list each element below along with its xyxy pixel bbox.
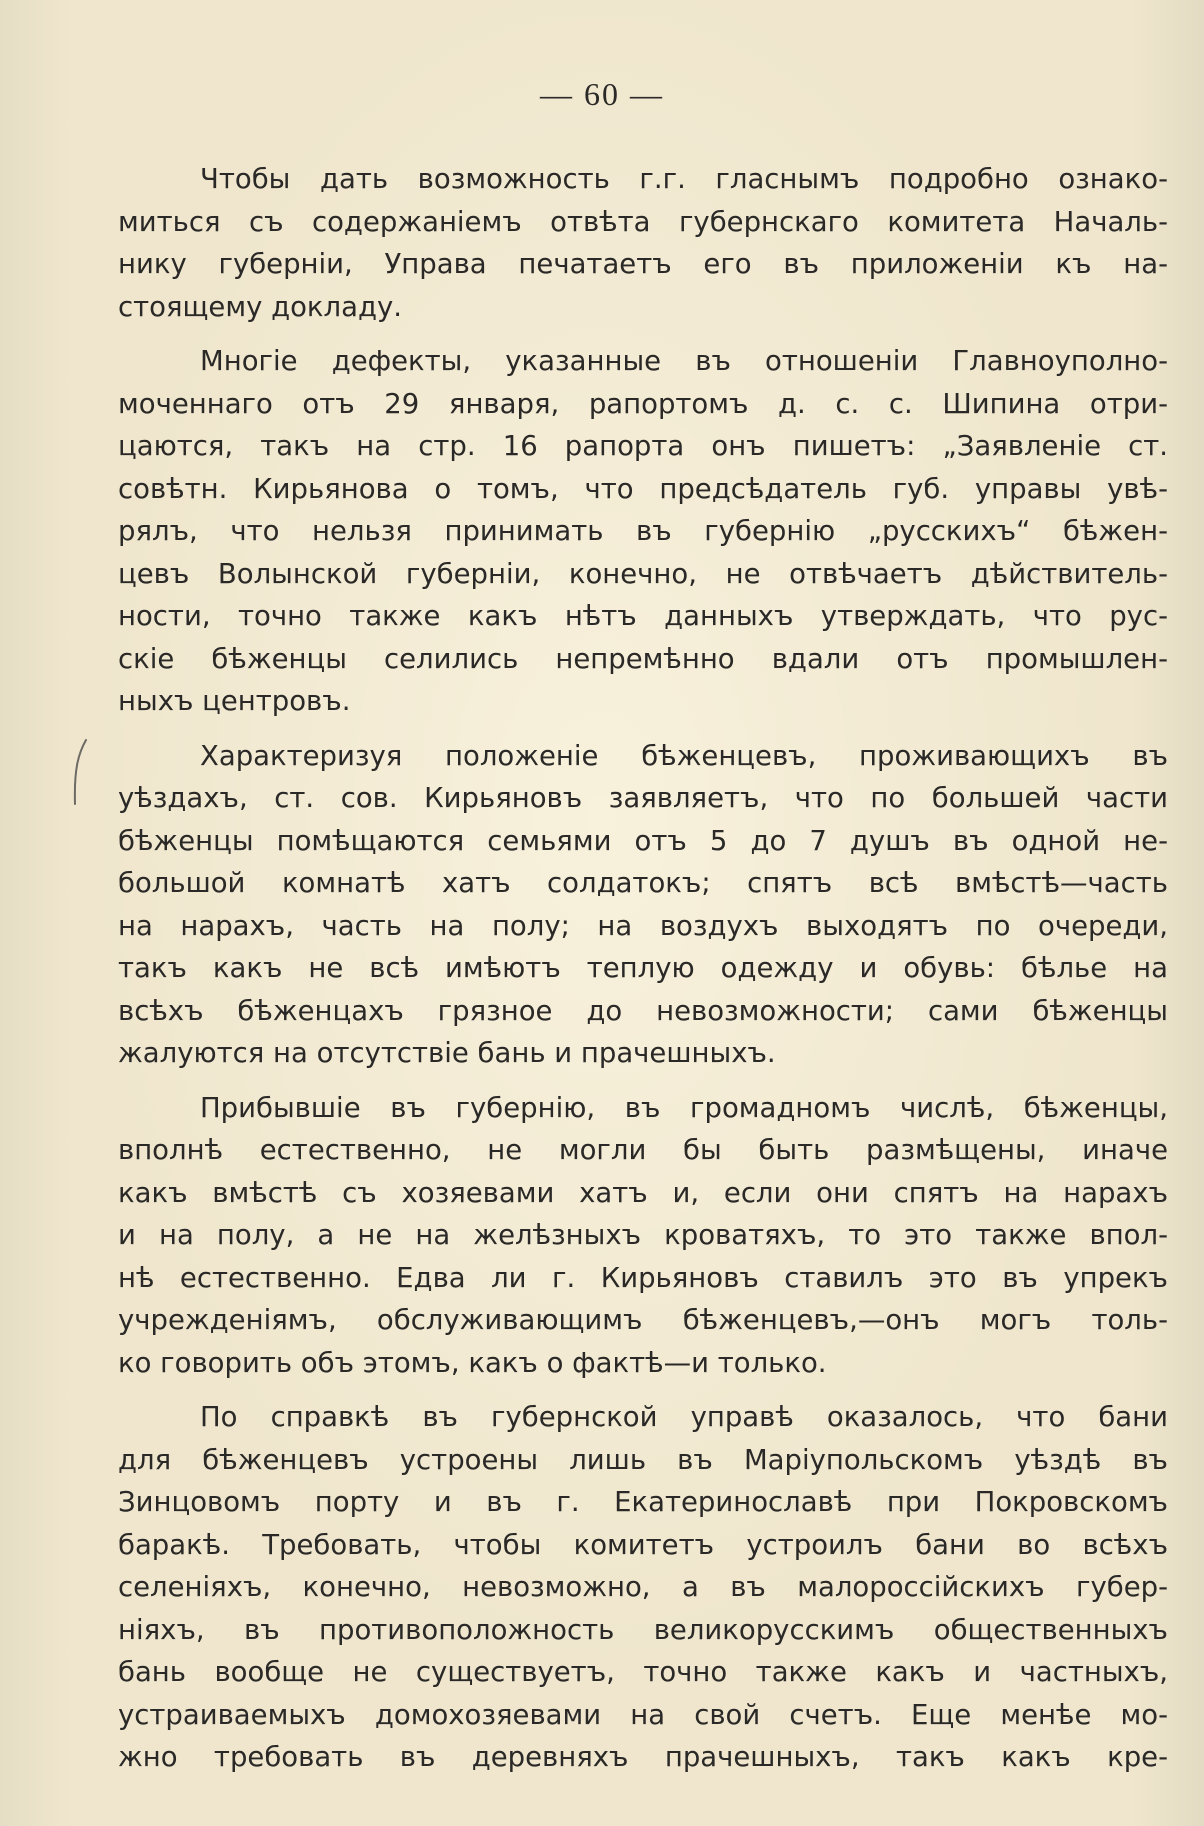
text-line: Чтобы дать возможность г.г. гласнымъ подробно ознако- (200, 163, 1168, 195)
text-line: цевъ Волынской губерніи, конечно, не отвѣчаетъ дѣйствитель- (118, 557, 1168, 590)
text-line: жно требовать въ деревняхъ прачешныхъ, такъ какъ кре- (118, 1741, 1168, 1773)
text-line: ности, точно также какъ нѣтъ данныхъ утверждать, что рус- (118, 600, 1168, 632)
text-line: нику губерніи, Управа печатаетъ его въ приложеніи къ на- (118, 248, 1168, 280)
text-line: селеніяхъ, конечно, невозможно, а въ малороссійскихъ губер- (118, 1571, 1168, 1603)
text-line: моченнаго отъ 29 января, рапортомъ д. с. с. Шипина отри- (118, 387, 1168, 420)
text-line: всѣхъ бѣженцахъ грязное до невозможности; сами бѣженцы (118, 994, 1168, 1027)
text-line: такъ какъ не всѣ имѣютъ теплую одежду и обувь: бѣлье на (118, 952, 1168, 984)
text-line: уѣздахъ, ст. сов. Кирьяновъ заявляетъ, что по большей части (118, 782, 1168, 814)
text-line: нѣ естественно. Едва ли г. Кирьяновъ ставилъ это въ упрекъ (118, 1261, 1168, 1294)
text-line: Прибывшіе въ губернію, въ громадномъ числѣ, бѣженцы, (200, 1091, 1168, 1124)
text-line: цаются, такъ на стр. 16 рапорта онъ пишетъ: „Заявленіе ст. (118, 430, 1168, 462)
text-line: Характеризуя положеніе бѣженцевъ, проживающихъ въ (200, 739, 1168, 772)
text-line: стоящему докладу. (118, 290, 402, 323)
paragraph-2 (118, 340, 1168, 723)
text-line: По справкѣ въ губернской управѣ оказалось, что бани (200, 1401, 1168, 1433)
text-line: устраиваемыхъ домохозяевами на свой счетъ. Еще менѣе мо- (118, 1698, 1168, 1731)
text-line: и на полу, а не на желѣзныхъ кроватяхъ, то это также впол- (118, 1219, 1168, 1251)
text-line: вполнѣ естественно, не могли бы быть размѣщены, иначе (118, 1134, 1168, 1166)
text-line: рялъ, что нельзя принимать въ губернію „русскихъ“ бѣжен- (118, 515, 1168, 547)
text-line: Зинцовомъ порту и въ г. Екатеринославѣ при Покровскомъ (118, 1486, 1168, 1518)
paragraph-3 (118, 735, 1168, 1075)
paragraph-4 (118, 1087, 1168, 1385)
text-line: миться съ содержаніемъ отвѣта губернскаго комитета Началь- (118, 205, 1168, 238)
paragraph-1 (118, 158, 1168, 328)
text-line: бѣженцы помѣщаются семьями отъ 5 до 7 душъ въ одной не- (118, 824, 1168, 857)
text-line: на нарахъ, часть на полу; на воздухъ выходятъ по очереди, (118, 909, 1168, 942)
text-line: для бѣженцевъ устроены лишь въ Маріупольскомъ уѣздѣ въ (118, 1443, 1168, 1476)
text-line: баракѣ. Требовать, чтобы комитетъ устроилъ бани во всѣхъ (118, 1528, 1168, 1561)
text-line: бань вообще не существуетъ, точно также какъ и частныхъ, (118, 1656, 1168, 1688)
text-line: совѣтн. Кирьянова о томъ, что предсѣдатель губ. управы увѣ- (118, 472, 1168, 505)
text-line: какъ вмѣстѣ съ хозяевами хатъ и, если они спятъ на нарахъ (118, 1176, 1168, 1209)
text-line: Многіе дефекты, указанные въ отношеніи Главноуполно- (200, 345, 1168, 377)
paragraph-5 (118, 1396, 1168, 1779)
page-number: — 60 — (540, 76, 664, 112)
text-line: учрежденіямъ, обслуживающимъ бѣженцевъ,—онъ могъ толь- (118, 1304, 1168, 1336)
text-line: ніяхъ, въ противоположность великорусскимъ общественныхъ (118, 1613, 1168, 1646)
text-line: жалуются на отсутствіе бань и прачешныхъ. (118, 1037, 776, 1069)
text-line: ныхъ центровъ. (118, 685, 351, 717)
margin-pencil-mark (70, 738, 90, 808)
body-text (118, 158, 1168, 1791)
text-line: ко говорить объ этомъ, какъ о фактѣ—и только. (118, 1346, 827, 1379)
text-line: большой комнатѣ хатъ солдатокъ; спятъ всѣ вмѣстѣ—часть (118, 867, 1168, 899)
text-line: скіе бѣженцы селились непремѣнно вдали отъ промышлен- (118, 642, 1168, 675)
